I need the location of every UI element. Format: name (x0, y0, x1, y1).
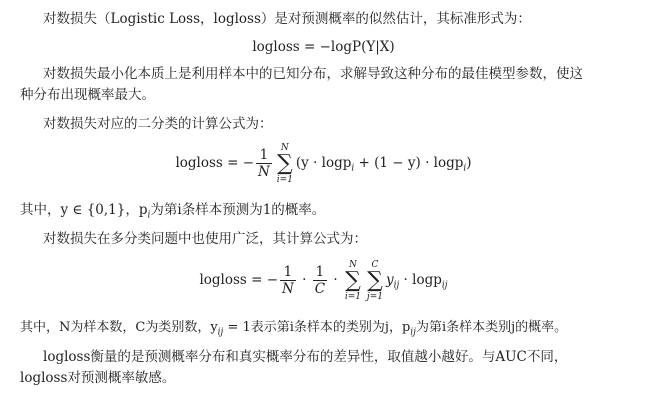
fraction-one-over-n (280, 264, 296, 297)
paragraph-binary-intro: 对数损失对应的二分类的计算公式为： (43, 116, 273, 132)
sigma-symbol: ∑ (277, 150, 293, 176)
fraction-denominator: C (314, 281, 326, 297)
subscript: ij (217, 327, 224, 338)
subscript: i (147, 210, 151, 221)
formula-body: y (385, 272, 394, 288)
sum-upper: C (371, 259, 379, 270)
summation-i (342, 260, 364, 302)
explain-text-tail: 为第i条样本预测为1的概率。 (150, 202, 326, 218)
sum-lower: i=1 (344, 291, 362, 302)
fraction-numerator: 1 (313, 264, 327, 281)
formula-lhs: logloss = − (199, 272, 279, 288)
explain-text: 其中，N为样本数，C为类别数，y (20, 320, 218, 335)
sum-lower: i=1 (276, 174, 293, 185)
formula-end: ) (466, 155, 472, 171)
paragraph-multiclass-intro: 对数损失在多分类问题中也使用广泛，其计算公式为： (43, 231, 367, 247)
formula-binary-logloss (0, 140, 647, 192)
fraction-numerator: 1 (280, 264, 296, 281)
subscript: ij (410, 327, 416, 338)
sum-lower: j=1 (366, 291, 383, 302)
formula-body: (y · logp (295, 155, 352, 171)
explain-text-mid: = 1表示第i条样本的类别为j，p (223, 320, 411, 335)
paragraph-multiclass-explain (0, 318, 647, 343)
formula-body2: + (1 − y) · logp (354, 155, 464, 171)
sum-upper: N (280, 142, 289, 153)
paragraph-binary-explain (0, 200, 647, 226)
fraction-numerator: 1 (256, 147, 272, 164)
fraction-denominator: N (258, 164, 270, 180)
sum-upper: N (349, 259, 357, 270)
summation (274, 143, 296, 185)
paragraph-intro: 对数损失（Logistic Loss，logloss）是对预测概率的似然估计，其标准形式为： (43, 11, 531, 27)
paragraph-summary-line2: logloss对预测概率敏感。 (20, 370, 176, 386)
paragraph-minimization-line2: 种分布出现概率最大。 (20, 87, 155, 103)
fraction-denominator: N (282, 281, 294, 297)
paragraph-summary-line1: logloss衡量的是预测概率分布和真实概率分布的差异性，取值越小越好。与AUC不同， (43, 349, 568, 365)
fraction-one-over-n (256, 147, 272, 180)
sigma-symbol: ∑ (345, 267, 361, 293)
formula-logloss-basic: logloss = −logP(Y|X) (252, 39, 395, 55)
fraction-one-over-c (313, 264, 327, 297)
subscript: i (463, 163, 467, 174)
paragraph-minimization-line1: 对数损失最小化本质上是利用样本中的已知分布，求解导致这种分布的最佳模型参数，使这 (43, 66, 583, 82)
sigma-symbol: ∑ (367, 267, 383, 293)
subscript: ij (393, 280, 400, 291)
formula-body2: · logp (399, 272, 442, 288)
explain-text: 其中，y ∈ {0,1}，p (20, 202, 148, 218)
summation-j (364, 260, 386, 302)
formula-multiclass-logloss: logloss = − $\frac{1}{N}$ · $\frac{1}{C}$ · N ∑ i=1 C ∑ j=1 $y_{ij} \cdot \log p_{ij}$ (199, 259, 448, 302)
explain-text-tail: 为第i条样本类别j的概率。 (415, 320, 568, 335)
formula-lhs: logloss = − (175, 155, 255, 171)
subscript: ij (441, 280, 448, 291)
subscript: i (351, 163, 355, 174)
